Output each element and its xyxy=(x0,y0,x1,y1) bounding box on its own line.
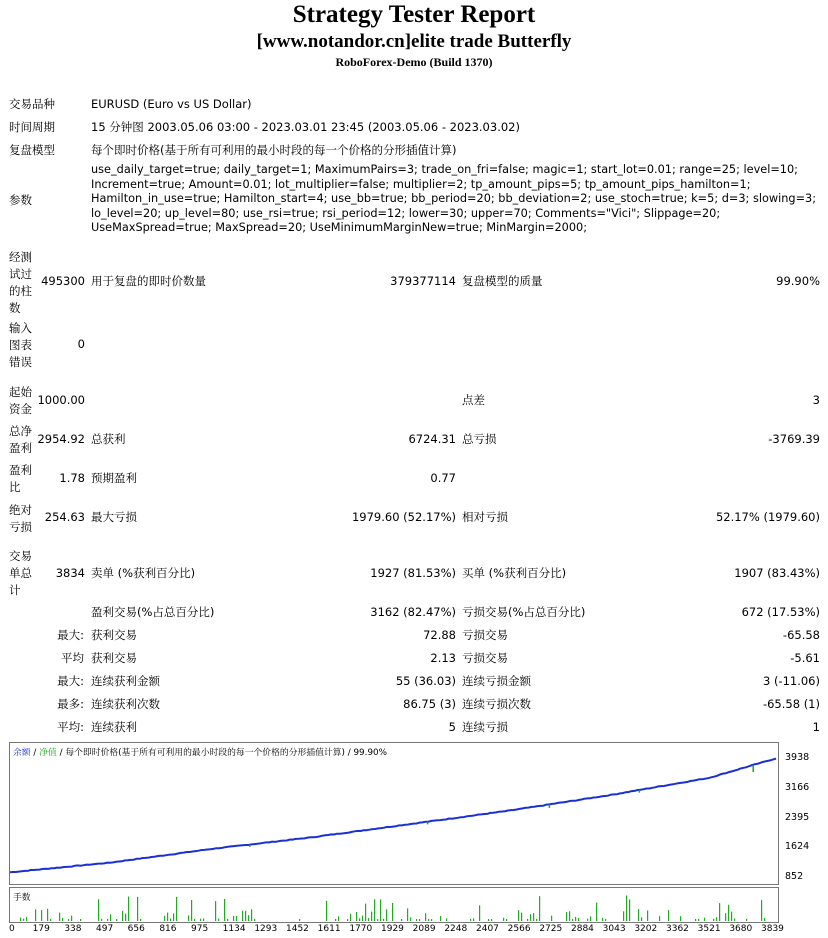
maxdd-value: 1979.60 (52.17%) xyxy=(351,510,456,524)
lot-bar xyxy=(626,895,627,921)
lot-bar xyxy=(128,897,129,921)
lot-bar xyxy=(191,900,192,921)
x-tick-label: 975 xyxy=(191,924,209,934)
x-tick-label: 2725 xyxy=(539,924,563,934)
lot-bar xyxy=(602,918,603,921)
largest-profit-label: 获利交易 xyxy=(91,628,137,642)
profittrades-value: 3162 (82.47%) xyxy=(370,605,456,619)
y-tick-label: 2395 xyxy=(785,811,810,823)
ticks-label: 用于复盘的即时价数量 xyxy=(91,274,206,288)
lot-bar xyxy=(539,896,540,921)
lot-bar xyxy=(248,915,249,921)
lot-bar xyxy=(503,918,504,921)
lot-bar xyxy=(491,919,492,921)
lot-bar xyxy=(338,916,339,921)
lot-bar xyxy=(368,918,369,921)
lot-bar xyxy=(416,919,417,921)
lot-bar xyxy=(200,919,201,921)
lot-bar xyxy=(734,918,735,921)
largest-prefix: 最大: xyxy=(57,628,84,642)
lot-bar xyxy=(374,899,375,921)
x-tick-label: 179 xyxy=(32,924,50,934)
balance-chart-plot xyxy=(10,743,778,884)
spread-value: 3 xyxy=(812,393,820,407)
lot-bar xyxy=(218,919,219,921)
x-tick-label: 497 xyxy=(96,924,114,934)
maxcons-loss-label: 连续亏损金额 xyxy=(462,674,531,688)
x-tick-label: 1452 xyxy=(286,924,309,934)
lot-bar xyxy=(431,919,432,921)
lot-bar xyxy=(176,897,177,921)
period-label: 时间周期 xyxy=(9,120,55,134)
lot-bar xyxy=(164,916,165,921)
lot-bar xyxy=(359,918,360,921)
long-value: 1907 (83.43%) xyxy=(734,566,820,580)
errors-label: 输入图表错误 xyxy=(9,321,32,369)
balance-chart xyxy=(9,742,779,885)
avgcons-loss-label: 连续亏损 xyxy=(462,720,508,734)
y-tick-label: 852 xyxy=(785,871,804,882)
y-tick-label: 3938 xyxy=(785,752,810,763)
lot-bar xyxy=(116,919,117,921)
largest-profit-value: 72.88 xyxy=(423,628,456,642)
lot-bar xyxy=(371,912,372,921)
x-tick-label: 338 xyxy=(64,924,82,934)
lot-bar xyxy=(731,912,732,921)
bars-value: 495300 xyxy=(41,274,85,288)
x-tick-label: 1134 xyxy=(222,924,246,934)
lot-bar xyxy=(551,916,552,921)
lot-bar xyxy=(362,916,363,921)
lot-bar xyxy=(194,919,195,921)
lot-bar xyxy=(122,911,123,921)
x-tick-label: 1611 xyxy=(317,924,341,934)
lot-bar xyxy=(236,916,237,921)
params-label: 参数 xyxy=(9,193,32,207)
lot-bar xyxy=(254,919,255,921)
lot-bar xyxy=(62,918,63,921)
grossloss-label: 总亏损 xyxy=(462,432,497,446)
report-title: Strategy Tester Report xyxy=(292,1,536,28)
lot-bar xyxy=(566,912,567,921)
x-tick-label: 3521 xyxy=(697,924,721,934)
lot-bar xyxy=(659,916,660,921)
quality-label: 复盘模型的质量 xyxy=(462,274,543,288)
lots-chart-plot xyxy=(10,888,778,922)
lot-bar xyxy=(173,913,174,921)
lots-legend: 手数 xyxy=(13,893,31,903)
lot-bar xyxy=(470,919,471,921)
most-loss-value: -65.58 (1) xyxy=(762,697,820,711)
lot-bar xyxy=(380,899,381,921)
x-tick-label: 2407 xyxy=(476,924,499,934)
short-label: 卖单 (%获利百分比) xyxy=(91,566,196,580)
lot-bar xyxy=(50,919,51,921)
lot-bar xyxy=(227,919,228,921)
lot-bar xyxy=(725,913,726,921)
lot-bar xyxy=(473,918,474,921)
x-tick-label: 1293 xyxy=(254,924,278,934)
lot-bar xyxy=(428,919,429,921)
maxcons-win-value: 55 (36.03) xyxy=(395,674,456,688)
average-loss-label: 亏损交易 xyxy=(462,651,508,665)
avgcons-prefix: 平均: xyxy=(57,720,84,734)
trades-value: 3834 xyxy=(55,566,85,580)
pf-label: 盈利比 xyxy=(9,463,32,494)
lot-bar xyxy=(35,909,36,921)
lot-bar xyxy=(137,897,138,921)
lot-bar xyxy=(761,900,762,921)
balance-line xyxy=(10,759,776,873)
lot-bar xyxy=(569,911,570,921)
errors-value: 0 xyxy=(77,337,85,351)
lot-bar xyxy=(530,914,531,921)
lot-bar xyxy=(647,910,648,921)
lot-bar xyxy=(521,913,522,921)
lot-bar xyxy=(587,919,588,921)
absdd-label: 绝对亏损 xyxy=(9,503,32,534)
legend-equity: 净值 xyxy=(39,748,57,758)
lot-bar xyxy=(446,918,447,921)
lot-bar xyxy=(203,918,204,921)
absdd-value: 254.63 xyxy=(44,510,85,524)
lot-bar xyxy=(125,914,126,921)
x-tick-label: 816 xyxy=(159,924,177,934)
lot-bar xyxy=(71,916,72,921)
x-tick-label: 3362 xyxy=(666,924,689,934)
lot-bar xyxy=(245,911,246,921)
lot-bar xyxy=(605,919,606,921)
x-tick-label: 2566 xyxy=(507,924,531,934)
lot-bar xyxy=(41,910,42,921)
spread-label: 点差 xyxy=(462,393,485,407)
avgcons-win-label: 连续获利 xyxy=(91,720,137,734)
average-profit-label: 获利交易 xyxy=(91,651,137,665)
lot-bar xyxy=(59,913,60,921)
lot-bar xyxy=(506,919,507,921)
lot-bar xyxy=(518,910,519,921)
params-value: use_daily_target=true; daily_target=1; MaximumPairs=3; trade_on_fri=false; magic=1; start_lot=0.01; range=25; level=10; Increment=true; Amount=0.01; lot_multiplier=false; multiplier=2; tp_amount_pips=5; tp_amount_pips_hamilton=1; Hamilton_in_use=true; Hamilton_start=4; use_bb=true; bb_period=20; bb_deviation=2; use_stoch=true; k=5; d=3; slowing=3; lo_level=20; up_level=80; use_rsi=true; rsi_period=12; lower=30; upper=70; Comments="Vici"; Slippage=20; UseMaxSpread=true; MaxSpread=20; UseMinimumMarginNew=true; MinMargin=2000; xyxy=(91,163,817,234)
x-tick-label: 2884 xyxy=(571,924,594,934)
lot-bar xyxy=(20,918,21,921)
payoff-value: 0.77 xyxy=(430,471,456,485)
maxcons-win-label: 连续获利金额 xyxy=(91,674,160,688)
x-tick-label: 1929 xyxy=(381,924,404,934)
chart-legend xyxy=(13,745,387,758)
lot-bar xyxy=(383,919,384,921)
lot-bar xyxy=(80,919,81,921)
lot-bar xyxy=(410,917,411,921)
long-label: 买单 (%获利百分比) xyxy=(462,566,567,580)
lot-bar xyxy=(704,918,705,921)
short-value: 1927 (81.53%) xyxy=(370,566,456,580)
lot-bar xyxy=(407,908,408,921)
lot-bar xyxy=(419,919,420,921)
period-value: 15 分钟图 2003.05.06 03:00 - 2023.03.01 23:45 (2003.05.06 - 2023.03.02) xyxy=(91,120,520,134)
lot-bar xyxy=(47,909,48,921)
most-win-label: 连续获利次数 xyxy=(91,697,160,711)
lot-bar xyxy=(638,909,639,921)
reldd-label: 相对亏损 xyxy=(462,510,508,524)
lot-bar xyxy=(719,903,720,921)
lot-bar xyxy=(326,901,327,921)
lot-bar xyxy=(26,917,27,921)
average-profit-value: 2.13 xyxy=(430,651,456,665)
largest-loss-value: -65.58 xyxy=(782,628,820,642)
lot-bar xyxy=(764,918,765,921)
quality-value: 99.90% xyxy=(776,274,820,288)
model-label: 复盘模型 xyxy=(9,143,55,157)
lot-bar xyxy=(242,911,243,921)
maxcons-loss-value: 3 (-11.06) xyxy=(762,674,820,688)
lots-chart xyxy=(9,887,779,923)
profittrades-label: 盈利交易(%占总百分比) xyxy=(91,605,215,619)
lot-bar xyxy=(98,899,99,921)
trades-label: 交易单总计 xyxy=(9,549,32,597)
lot-bar xyxy=(596,903,597,921)
lot-bar xyxy=(488,919,489,921)
losstrades-value: 672 (17.53%) xyxy=(741,605,820,619)
reldd-value: 52.17% (1979.60) xyxy=(715,510,820,524)
most-loss-label: 连续亏损次数 xyxy=(462,697,531,711)
lot-bar xyxy=(299,919,300,921)
lot-bar xyxy=(728,905,729,921)
lot-bar xyxy=(668,910,669,921)
lot-bar xyxy=(440,916,441,921)
lot-bar xyxy=(527,919,528,921)
lot-bar xyxy=(377,919,378,921)
lot-bar xyxy=(347,919,348,921)
lot-bar xyxy=(335,919,336,921)
grossloss-value: -3769.39 xyxy=(768,432,820,446)
x-tick-label: 3043 xyxy=(602,924,626,934)
lot-bar xyxy=(536,919,537,921)
avgcons-loss-value: 1 xyxy=(812,720,820,734)
x-tick-label: 0 xyxy=(9,924,15,934)
lot-bar xyxy=(716,917,717,921)
largest-loss-label: 亏损交易 xyxy=(462,628,508,642)
bars-label: 经测试过的柱数 xyxy=(9,250,32,315)
lot-bar xyxy=(623,911,624,921)
symbol-label: 交易品种 xyxy=(9,97,55,111)
payoff-label: 预期盈利 xyxy=(91,471,137,485)
losstrades-label: 亏损交易(%占总百分比) xyxy=(462,605,586,619)
lot-bar xyxy=(215,901,216,921)
lot-bar xyxy=(107,919,108,921)
lot-bar xyxy=(101,919,102,921)
most-win-value: 86.75 (3) xyxy=(403,697,456,711)
y-tick-label: 3166 xyxy=(785,781,810,793)
lot-bar xyxy=(425,913,426,921)
lot-bar xyxy=(698,919,699,921)
x-tick-label: 3839 xyxy=(761,924,784,934)
report-server: RoboForex-Demo (Build 1370) xyxy=(335,55,493,69)
lot-bar xyxy=(629,900,630,921)
lot-bar xyxy=(356,912,357,921)
deposit-label: 起始资金 xyxy=(9,385,32,416)
lot-bar xyxy=(641,917,642,921)
lot-bar xyxy=(578,918,579,921)
lot-bar xyxy=(575,917,576,921)
grossprofit-label: 总获利 xyxy=(91,432,126,446)
lot-bar xyxy=(401,919,402,921)
lot-bar xyxy=(746,919,747,921)
average-prefix: 平均 xyxy=(61,651,84,665)
legend-sep2: / 每个即时价格(基于所有可利用的最小时段的每一个价格的分形插值计算) / 99.90% xyxy=(56,748,388,758)
lot-bar xyxy=(365,904,366,921)
lot-bar xyxy=(68,919,69,921)
lot-bar xyxy=(695,919,696,921)
legend-balance: 余额 xyxy=(13,748,31,758)
lot-bar xyxy=(572,919,573,921)
lot-bar xyxy=(533,913,534,921)
x-tick-label: 3680 xyxy=(729,924,753,934)
lot-bar xyxy=(386,909,387,921)
ticks-value: 379377114 xyxy=(390,274,456,288)
lot-bar xyxy=(251,909,252,921)
symbol-value: EURUSD (Euro vs US Dollar) xyxy=(91,97,252,111)
lot-bar xyxy=(680,916,681,921)
lot-bar xyxy=(392,903,393,921)
lot-bar xyxy=(713,919,714,921)
lot-bar xyxy=(23,919,24,921)
lot-bar xyxy=(188,915,189,921)
avgcons-win-value: 5 xyxy=(448,720,456,734)
lot-bar xyxy=(350,914,351,921)
x-tick-label: 656 xyxy=(127,924,145,934)
lot-bar xyxy=(479,905,480,921)
lot-bar xyxy=(224,899,225,921)
legend-sep1: / xyxy=(30,748,40,758)
average-loss-value: -5.61 xyxy=(790,651,820,665)
maxdd-label: 最大亏损 xyxy=(91,510,137,524)
netprofit-value: 2954.92 xyxy=(37,432,85,446)
lot-bar xyxy=(170,919,171,921)
lot-bar xyxy=(140,919,141,921)
x-tick-label: 1770 xyxy=(349,924,373,934)
report-subtitle: [www.notandor.cn]elite trade Butterfly xyxy=(256,31,572,52)
lot-bar xyxy=(110,914,111,921)
x-tick-label: 2089 xyxy=(412,924,436,934)
grossprofit-value: 6724.31 xyxy=(408,432,456,446)
x-tick-label: 2248 xyxy=(444,924,468,934)
most-prefix: 最多: xyxy=(57,697,84,711)
lot-bar xyxy=(167,913,168,921)
lot-bar xyxy=(590,916,591,921)
pf-value: 1.78 xyxy=(59,471,85,485)
lot-bar xyxy=(233,916,234,921)
x-tick-label: 3202 xyxy=(634,924,658,934)
y-tick-label: 1624 xyxy=(785,841,810,853)
maxcons-prefix: 最大: xyxy=(57,674,84,688)
deposit-value: 1000.00 xyxy=(37,393,85,407)
netprofit-label: 总净盈利 xyxy=(9,424,32,455)
model-value: 每个即时价格(基于所有可利用的最小时段的每一个价格的分形插值计算) xyxy=(91,143,457,157)
